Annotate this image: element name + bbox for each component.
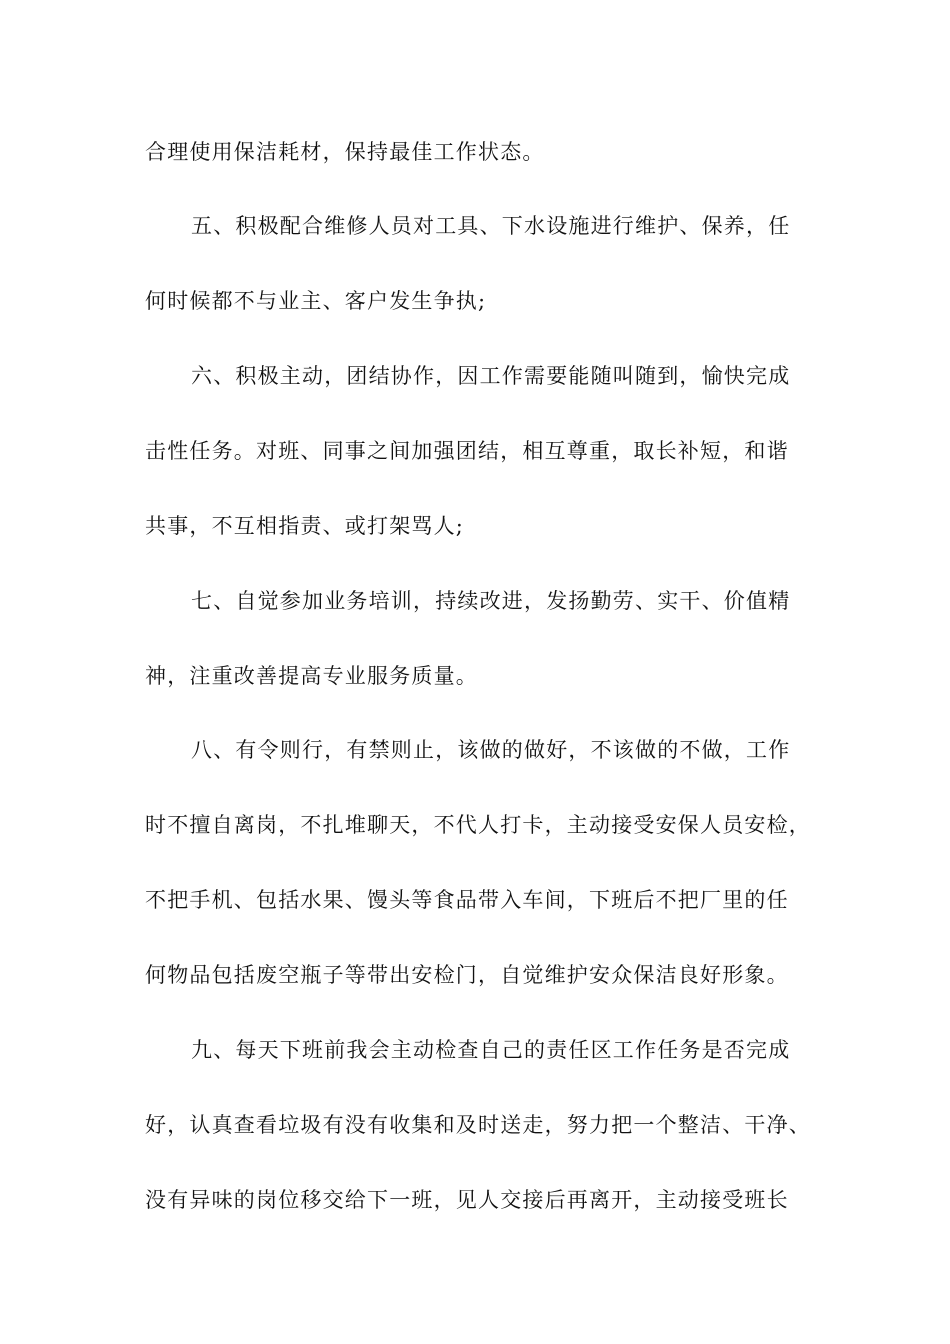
text-line: 共事，不互相指责、或打架骂人; [145,514,465,538]
paragraph-8-line-1: 八、有令则行，有禁则止，该做的做好，不该做的不做，工作 [191,738,791,762]
paragraph-9-line-1: 九、每天下班前我会主动检查自己的责任区工作任务是否完成 [191,1038,791,1062]
text-line: 何物品包括废空瓶子等带出安检门，自觉维护安众保洁良好形象。 [145,963,789,987]
text-line: 神，注重改善提高专业服务质量。 [145,664,478,688]
paragraph-5-line-1: 五、积极配合维修人员对工具、下水设施进行维护、保养，任 [191,214,791,238]
text-line: 击性任务。对班、同事之间加强团结，相互尊重，取长补短，和谐 [145,439,789,463]
text-line: 好，认真查看垃圾有没有收集和及时送走，努力把一个整洁、干净、 [145,1113,811,1137]
paragraph-6-line-1: 六、积极主动，团结协作，因工作需要能随叫随到，愉快完成 [191,364,791,388]
text-line: 时不擅自离岗，不扎堆聊天，不代人打卡，主动接受安保人员安检， [145,813,811,837]
text-line: 没有异味的岗位移交给下一班，见人交接后再离开，主动接受班长 [145,1188,789,1212]
text-line: 合理使用保洁耗材，保持最佳工作状态。 [145,140,545,164]
text-line: 不把手机、包括水果、馒头等食品带入车间，下班后不把厂里的任 [145,888,789,912]
text-line: 何时候都不与业主、客户发生争执; [145,289,487,313]
paragraph-7-line-1: 七、自觉参加业务培训，持续改进，发扬勤劳、实干、价值精 [191,589,791,613]
